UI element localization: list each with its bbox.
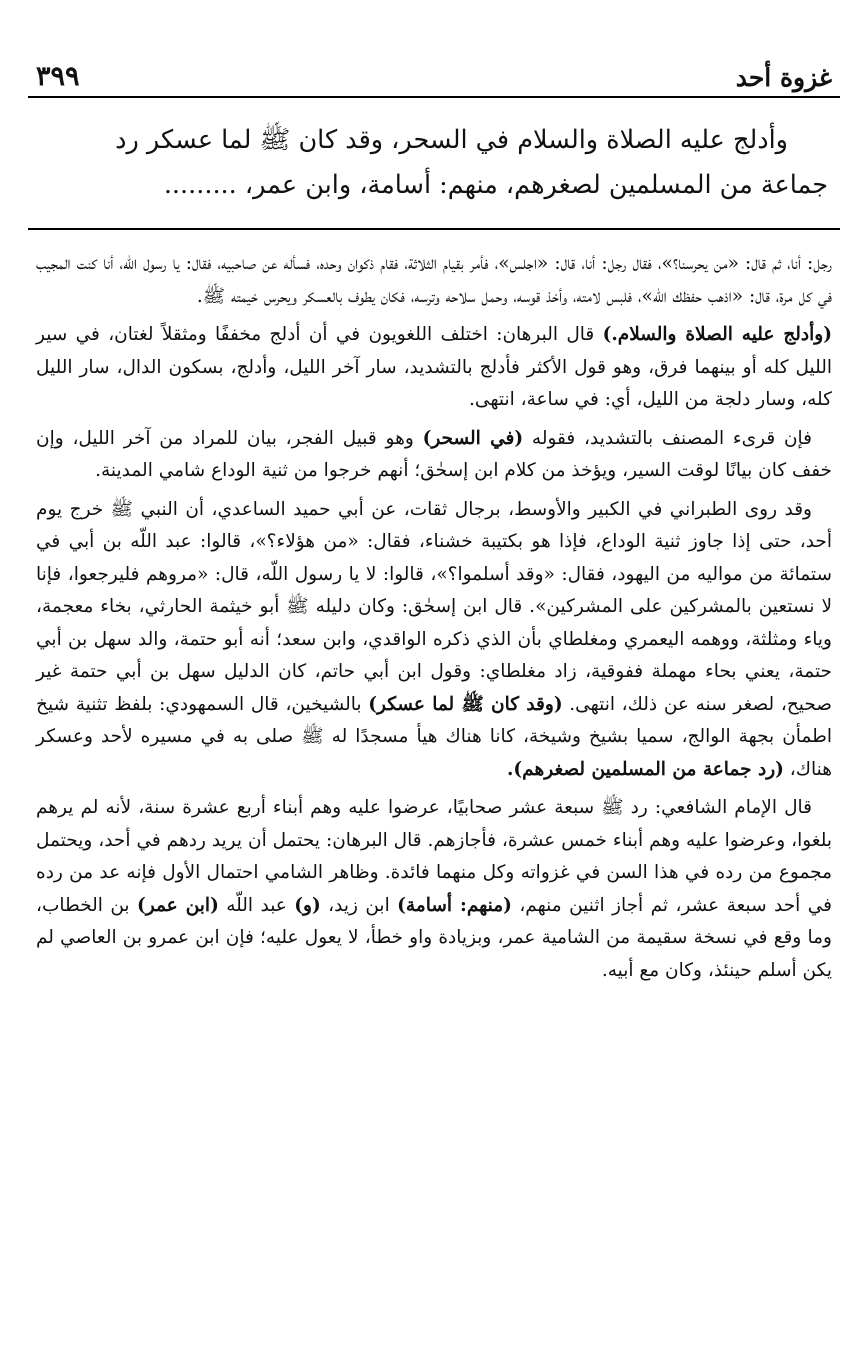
- quoted-main-text: (في السحر): [422, 427, 524, 449]
- chapter-title: غزوة أحد: [735, 63, 832, 92]
- commentary-paragraph-3: [36, 423, 832, 488]
- quoted-main-text: (وقد كان ﷺ لما عسكر): [368, 693, 563, 715]
- commentary-text: بن الخطاب، وما وقع في نسخة سقيمة من الشامية عمر، وبزيادة واو خطأ، لا يعول عليه؛ فإن ابن عمرو بن العاصي لم يكن أسلم حينئذ، وكان مع أبيه.: [36, 894, 832, 981]
- commentary-text: وهو قبيل الفجر، بيان للمراد من آخر الليل، وإن خفف كان بيانًا لوقت السير، ويؤخذ من كلام ابن إسحٰق؛ أنهم خرجوا من ثنية الوداع شامي المدينة.: [36, 427, 832, 481]
- commentary: [28, 248, 840, 993]
- commentary-text: فإن قرىء المصنف بالتشديد، فقوله: [523, 427, 813, 449]
- commentary-text: قال الإمام الشافعي: رد ﷺ سبعة عشر صحابيًا، عرضوا عليه وهم أبناء أربع عشرة سنة، لأنه لم يرهم بلغوا، وعرضوا عليه وهم أبناء خمس عشرة، فأجازهم. قال البرهان: يحتمل أن يريد ردهم في أحد، ويحتمل مجموع من رده في هذا السن في غزواته وكل منهما فائدة. وظاهر الشامي احتمال الأول فإنه عد من رده في أحد سبعة عشر، ثم أجاز اثنين منهم،: [36, 797, 832, 916]
- commentary-text: وقد روى الطبراني في الكبير والأوسط، برجال ثقات، عن أبي حميد الساعدي، أن النبي ﷺ خرج يوم أحد، حتى إذا جاوز ثنية الوداع، فإذا هو بكتيبة خشناء، فقال: «من هؤلاء؟»، قالوا: عبد اللّه بن أبي في ستمائة من مواليه من اليهود، فقال: «وقد أسلموا؟»، قالوا: لا يا رسول اللّه، قال: «مروهم فليرجعوا، فإنا لا نستعين بالمشركين على المشركين». قال ابن إسحٰق: وكان دليله ﷺ أبو خيثمة الحارثي، بخاء معجمة، وياء ومثلثة، ووهمه اليعمري ومغلطاي بأن الذي ذكره الواقدي، وابن سعد؛ أنه أبو حتمة، والد سهل بن أبي حتمة، يعني بحاء مهملة ففوقية، زاد مغلطاي: وقول ابن أبي حاتم، كان الدليل سهل بن أبي حتمة غير صحيح، لصغر سنه عن ذلك، انتهى.: [36, 498, 832, 715]
- quoted-main-text: (و): [294, 894, 321, 916]
- main-text-line-2: جماعة من المسلمين لصغرهم، منهم: أسامة، وابن عمر، .........: [163, 170, 828, 200]
- commentary-paragraph-5: [36, 792, 832, 987]
- page-number: ٣٩٩: [36, 61, 80, 92]
- commentary-text: ابن زيد،: [320, 894, 398, 916]
- quoted-main-text: (رد جماعة من المسلمين لصغرهم).: [506, 758, 784, 780]
- page: [28, 0, 840, 1359]
- quoted-main-text: (وأدلج عليه الصلاة والسلام.): [602, 324, 832, 345]
- quoted-main-text: (منهم: أسامة): [397, 894, 512, 916]
- commentary-paragraph-2: [36, 319, 832, 417]
- commentary-text: بالشيخين، قال السمهودي: بلفظ تثنية شيخ اطمأن بجهة الوالج، سميا بشيخ وشيخة، كانا هناك هيأ مسجدًا له ﷺ صلى به في مسيره لأحد وعسكر هناك،: [36, 693, 832, 780]
- commentary-text: عبد اللّه: [218, 894, 295, 916]
- quoted-main-text: (ابن عمر): [137, 894, 219, 916]
- main-text: [28, 118, 840, 208]
- divider: [28, 228, 840, 230]
- commentary-paragraph-1: رجل: أنا، ثم قال: «من يحرسنا؟»، فقال رجل: أنا، قال: «اجلس»، فأمر بقيام الثلاثة، فقام ذكوان وحده، فسأله عن صاحبيه، فقال: يا رسول اللّه، أنا كنت المجيب في كل مرة، قال: «اذهب حفظك اللّه»، فلبس لامته، وأخذ قوسه، وحمل سلاحه وترسه، فكان يطوف بالعسكر ويحرس خيمته ﷺ.: [36, 253, 832, 307]
- page-header: [28, 52, 840, 98]
- main-text-line-1: وأدلج عليه الصلاة والسلام في السحر، وقد كان ﷺ لما عسكر رد: [115, 125, 788, 155]
- commentary-paragraph-4: [36, 494, 832, 787]
- commentary-text: قال البرهان: اختلف اللغويون في أن أدلج مخففًا ومثقلاً لغتان، في سير الليل كله أو بينهما فرق، وهو قول الأكثر فأدلج بالتشديد، سار آخر الليل، وأدلج، بسكون الدال، سار الليل كله، وسار دلجة من الليل، أي: في ساعة، انتهى.: [36, 324, 832, 410]
